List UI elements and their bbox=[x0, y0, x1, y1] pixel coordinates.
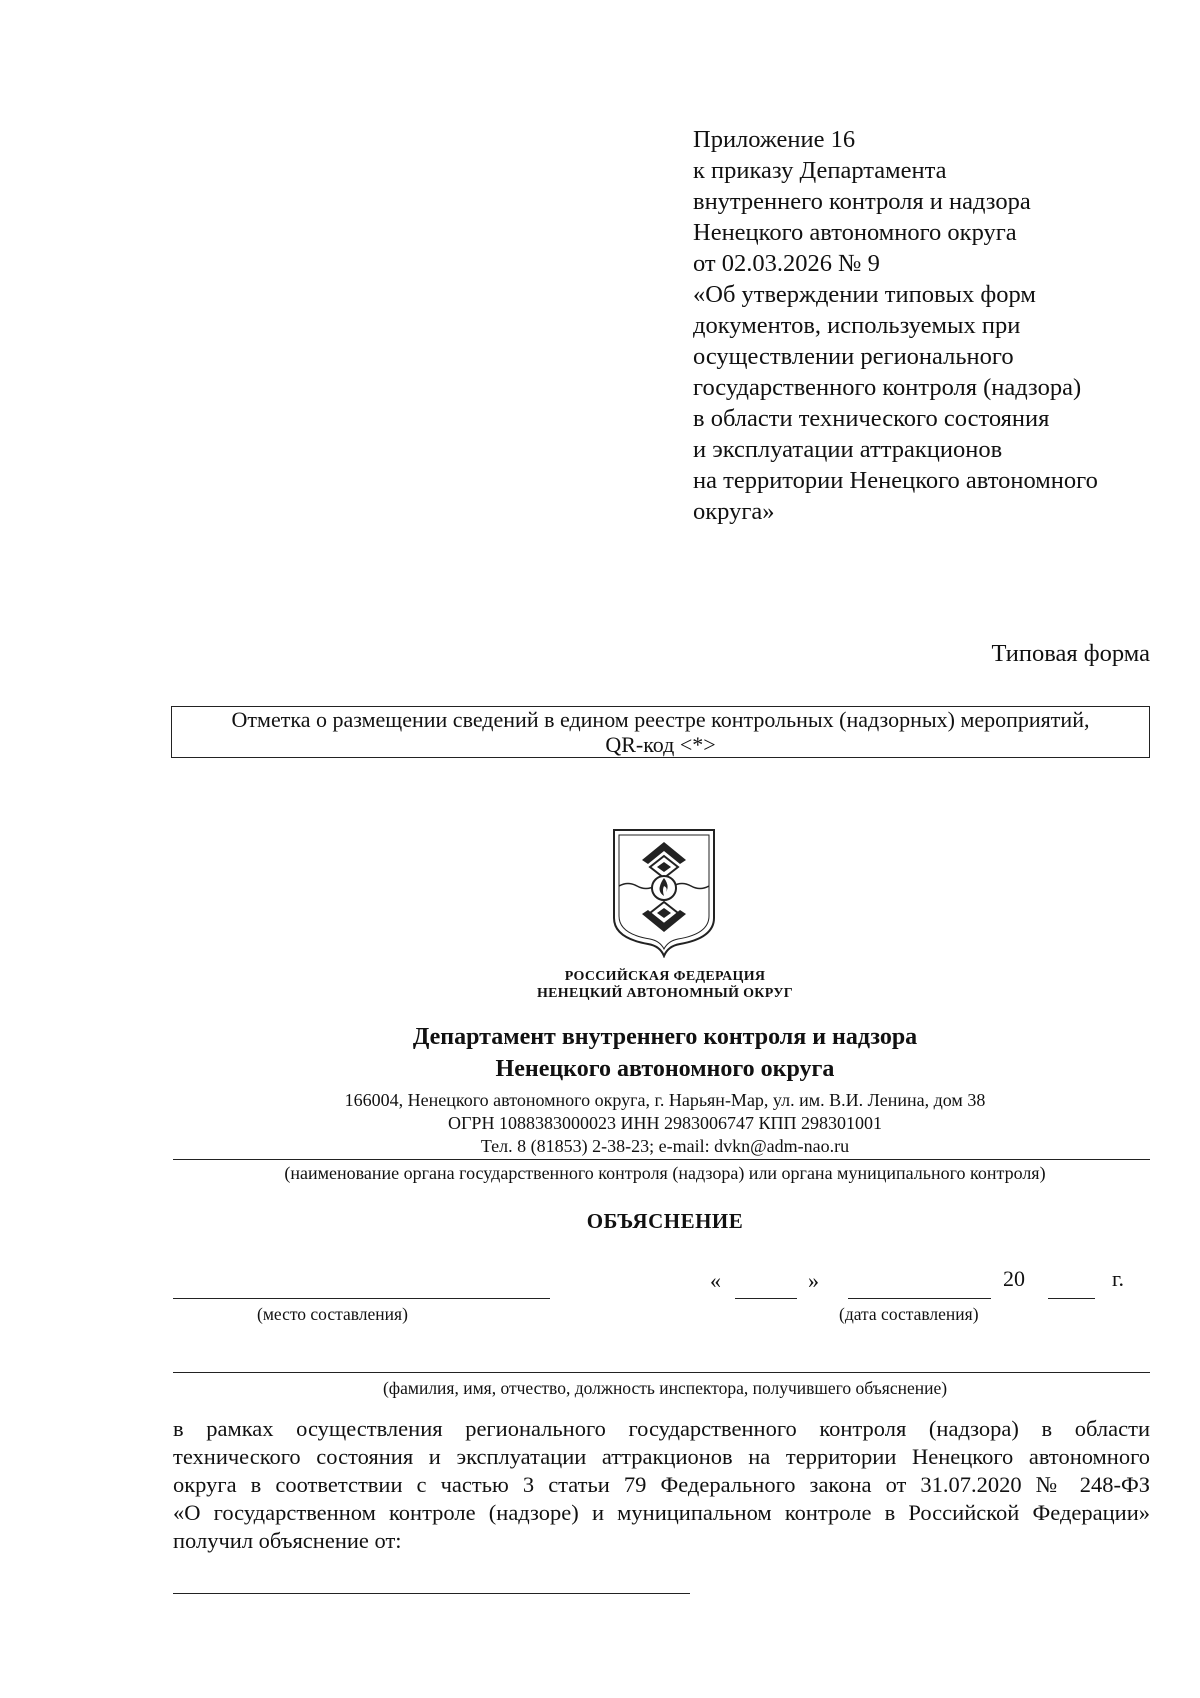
appendix-line: Приложение 16 bbox=[693, 126, 856, 153]
month-field-line[interactable] bbox=[848, 1298, 991, 1299]
inspector-field-line[interactable] bbox=[173, 1372, 1150, 1373]
appendix-line: от 02.03.2026 № 9 bbox=[693, 250, 880, 277]
day-field-line[interactable] bbox=[735, 1298, 797, 1299]
place-field-line[interactable] bbox=[173, 1298, 550, 1299]
appendix-line: документов, используемых при bbox=[693, 312, 1021, 339]
place-caption: (место составления) bbox=[257, 1304, 408, 1324]
department-contacts: Тел. 8 (81853) 2-38-23; e-mail: dvkn@adm-nao.ru bbox=[480, 1136, 850, 1156]
country-name: РОССИЙСКАЯ ФЕДЕРАЦИЯ bbox=[564, 969, 766, 984]
year-prefix: 20 bbox=[1003, 1266, 1025, 1291]
body-line: в рамках осуществления регионального государственного контроля (надзора) в области bbox=[173, 1416, 1150, 1441]
org-name-line bbox=[173, 1159, 1150, 1160]
appendix-block bbox=[693, 124, 1173, 527]
department-registration: ОГРН 1088383000023 ИНН 2983006747 КПП 298301001 bbox=[448, 1113, 882, 1133]
date-caption: (дата составления) bbox=[839, 1304, 979, 1324]
form-type-label: Типовая форма bbox=[991, 640, 1150, 667]
department-name-line2: Ненецкого автономного округа bbox=[495, 1056, 835, 1082]
date-close-quote: » bbox=[808, 1268, 819, 1293]
document-title: ОБЪЯСНЕНИЕ bbox=[586, 1209, 744, 1233]
department-name-line1: Департамент внутреннего контроля и надзора bbox=[412, 1024, 918, 1050]
appendix-line: «Об утверждении типовых форм bbox=[693, 281, 1036, 308]
appendix-line: на территории Ненецкого автономного bbox=[693, 467, 1098, 494]
appendix-line: в области технического состояния bbox=[693, 405, 1050, 432]
inspector-caption: (фамилия, имя, отчество, должность инспектора, получившего объяснение) bbox=[382, 1378, 948, 1398]
org-name-caption: (наименование органа государственного контроля (надзора) или органа муниципального контроля) bbox=[284, 1163, 1046, 1183]
appendix-line: Ненецкого автономного округа bbox=[693, 219, 1017, 246]
body-line: технического состояния и эксплуатации аттракционов на территории Ненецкого автономного bbox=[173, 1444, 1150, 1469]
registry-mark-text: Отметка о размещении сведений в едином реестре контрольных (надзорных) мероприятий, bbox=[231, 707, 1090, 732]
nao-coat-of-arms-icon bbox=[610, 826, 718, 958]
body-paragraph bbox=[173, 1415, 1150, 1555]
appendix-line: округа» bbox=[693, 498, 775, 525]
registry-mark-qr-text: QR-код <*> bbox=[605, 732, 716, 757]
body-line: округа в соответствии с частью 3 статьи 79 Федерального закона от 31.07.2020 № 248-ФЗ bbox=[173, 1472, 1150, 1497]
appendix-line: и эксплуатации аттракционов bbox=[693, 436, 1003, 463]
department-address: 166004, Ненецкого автономного округа, г. Нарьян-Мар, ул. им. В.И. Ленина, дом 38 bbox=[344, 1090, 986, 1110]
year-field-line[interactable] bbox=[1048, 1298, 1095, 1299]
appendix-line: к приказу Департамента bbox=[693, 157, 947, 184]
appendix-line: осуществлении регионального bbox=[693, 343, 1014, 370]
body-line: «О государственном контроле (надзоре) и муниципальном контроле в Российской Федерации» bbox=[173, 1500, 1150, 1525]
appendix-line: государственного контроля (надзора) bbox=[693, 374, 1082, 401]
region-name: НЕНЕЦКИЙ АВТОНОМНЫЙ ОКРУГ bbox=[536, 986, 794, 1001]
explainer-field-line[interactable] bbox=[173, 1593, 690, 1594]
date-open-quote: « bbox=[710, 1268, 721, 1293]
registry-mark-box bbox=[171, 706, 1150, 758]
year-suffix: г. bbox=[1112, 1266, 1125, 1291]
body-line: получил объяснение от: bbox=[173, 1528, 402, 1553]
appendix-line: внутреннего контроля и надзора bbox=[693, 188, 1031, 215]
